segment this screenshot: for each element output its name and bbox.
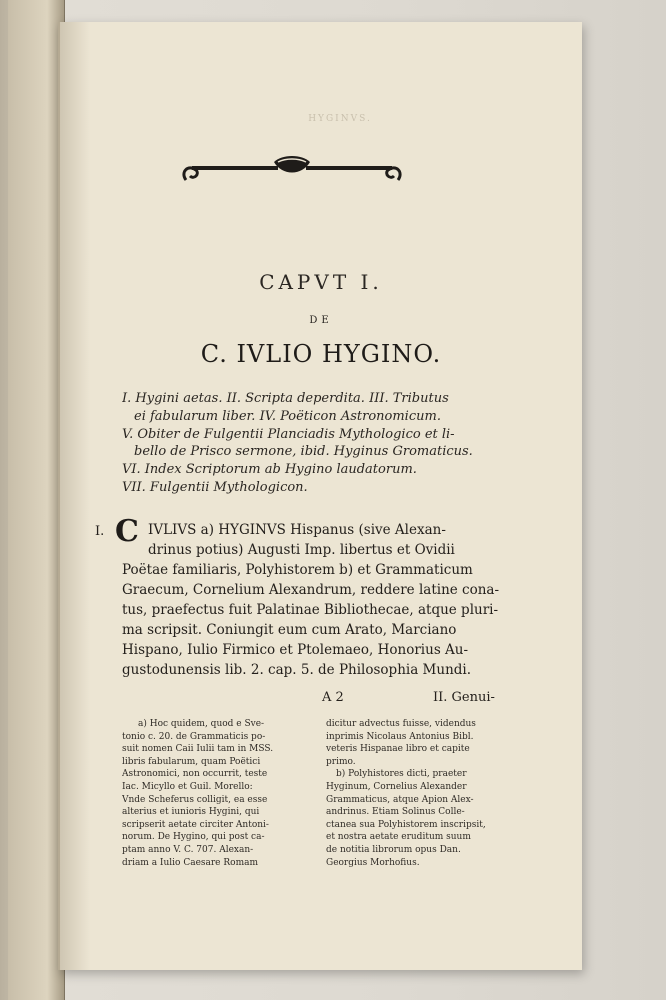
footnote-line: norum. De Hygino, qui post ca-: [122, 832, 265, 843]
footnote-line: dicitur advectus fuisse, videndus: [326, 719, 476, 729]
footnote-line: b) Polyhistores dicti, praeter: [336, 769, 467, 780]
paragraph-line: gustodunensis lib. 2. cap. 5. de Philosophia Mundi.: [122, 662, 472, 678]
drop-cap: C: [115, 514, 139, 549]
paragraph-line: IVLIVS a) HYGINVS Hispanus (sive Alexan-: [148, 522, 446, 538]
chapter-title: CAPVT I.: [259, 270, 383, 294]
footnote-line: de notitia librorum opus Dan.: [326, 844, 461, 855]
signature-mark: A 2: [322, 690, 344, 705]
paragraph-line: ma scripsit. Coniungit eum cum Arato, Marciano: [122, 622, 457, 638]
footnote-line: scripserit aetate circiter Antoni-: [122, 819, 269, 830]
footnote-column-left: [122, 718, 312, 869]
paragraph-line: drinus potius) Augusti Imp. libertus et Ovidii: [148, 542, 455, 558]
paragraph-line: Hispano, Iulio Firmico et Ptolemaeo, Honorius Au-: [122, 642, 469, 658]
ornament-headpiece-icon: [178, 150, 406, 192]
chapter-summary: [122, 390, 507, 497]
summary-line: bello de Prisco sermone, ibid. Hyginus Gromaticus.: [134, 444, 473, 460]
footnote-line: libris fabularum, quam Poëtici: [122, 756, 261, 767]
footnote-line: primo.: [326, 756, 356, 767]
footnote-line: Astronomici, non occurrit, teste: [122, 769, 268, 780]
summary-line: V. Obiter de Fulgentii Planciadis Mythologico et li-: [122, 426, 455, 442]
footnote-line: ctanea sua Polyhistorem inscripsit,: [326, 819, 486, 830]
footnote-line: Iac. Micyllo et Guil. Morello:: [122, 781, 253, 792]
summary-line: I. Hygini aetas. II. Scripta deperdita. III. Tributus: [122, 391, 449, 406]
footnote-line: Hyginum, Cornelius Alexander: [326, 781, 467, 792]
paragraph-line: Poëtae familiaris, Polyhistorem b) et Grammaticum: [122, 562, 473, 578]
footnote-line: suit nomen Caii Iulii tam in MSS.: [122, 744, 274, 755]
footnote-column-right: [326, 718, 516, 869]
summary-line: VII. Fulgentii Mythologicon.: [122, 479, 308, 495]
footnote-line: tonio c. 20. de Grammaticis po-: [122, 731, 266, 742]
footnote-line: Grammaticus, atque Apion Alex-: [326, 794, 474, 805]
footnote-line: andrinus. Etiam Solinus Colle-: [326, 807, 465, 818]
footnote-line: alterius et iunioris Hygini, qui: [122, 807, 260, 818]
main-paragraph: [122, 520, 507, 680]
footnote-line: driam a Iulio Caesare Romam: [122, 857, 258, 868]
left-page-edge: [8, 0, 65, 1000]
footnote-line: Vnde Scheferus colligit, ea esse: [122, 794, 268, 805]
footnote-line: Georgius Morhofius.: [326, 857, 420, 868]
paragraph-line: Graecum, Cornelium Alexandrum, reddere latine cona-: [122, 582, 500, 598]
running-head: HYGINVS.: [308, 114, 372, 124]
chapter-subject: C. IVLIO HYGINO.: [200, 340, 442, 368]
summary-line: ei fabularum liber. IV. Poëticon Astronomicum.: [134, 408, 441, 424]
footnote-line: a) Hoc quidem, quod e Sve-: [138, 719, 265, 729]
footnote-line: et nostra aetate eruditum suum: [326, 832, 471, 843]
chapter-de: DE: [309, 315, 333, 326]
footnote-line: ptam anno V. C. 707. Alexan-: [122, 844, 254, 855]
catchword: II. Genui-: [433, 690, 495, 705]
footnote-line: inprimis Nicolaus Antonius Bibl.: [326, 731, 474, 742]
book-page: [58, 22, 582, 970]
summary-line: VI. Index Scriptorum ab Hygino laudatorum.: [122, 462, 417, 478]
paragraph-line: tus, praefectus fuit Palatinae Bibliothecae, atque pluri-: [122, 602, 499, 618]
footnote-line: veteris Hispanae libro et capite: [326, 744, 470, 755]
paragraph-number: I.: [95, 524, 105, 539]
